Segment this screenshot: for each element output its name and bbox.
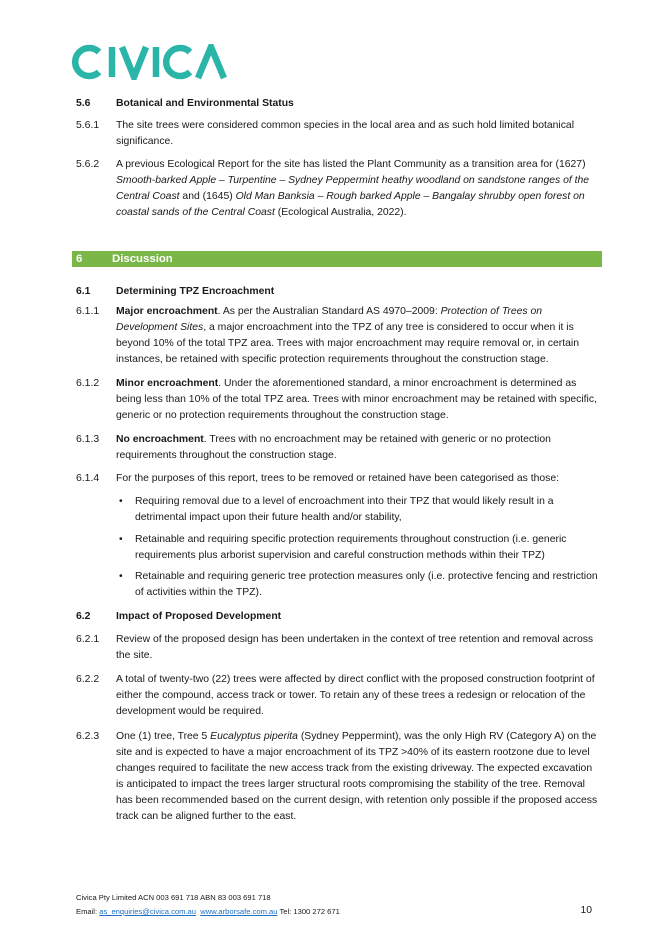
para-6-1-4: For the purposes of this report, trees to be removed or retained have been categorised as those: — [116, 473, 560, 484]
section-6-title: Discussion — [112, 253, 173, 265]
para-6-2-3: One (1) tree, Tree 5 Eucalyptus piperita (Sydney Peppermint), was the only High RV (Category A) on the site and is expected to have a major encroachment of its TPZ >40% of its eastern rootzone due to level changes required to facilitate the new access track from the existing driveway. The expected excavation is anticipated to impact the trees larger structural roots compromising the stability of the tree. Removal has been recommended based on the current design, with retention only possible if the proposed access track can be aligned further to the east. — [116, 731, 598, 822]
page-number: 10 — [580, 905, 592, 916]
para-5-6-2: A previous Ecological Report for the site has listed the Plant Community as a transition area for (1627) Smooth-barked Apple – Turpentine – Sydney Peppermint heathy woodland on sandstone ranges of the Central Coast and (1645) Old Man Banksia – Rough barked Apple – Bangalay shrubby open forest on coastal sands of the Central Coast (Ecological Australia, 2022). — [116, 159, 590, 218]
section-6-1-number: 6.1 — [76, 286, 91, 297]
footer-company: Civica Pty Limited ACN 003 691 718 ABN 83 003 691 718 — [76, 893, 271, 902]
para-6-1-2: Minor encroachment. Under the aforementioned standard, a minor encroachment is determined as being less than 10% of the total TPZ area. Trees with minor encroachment may be retained with specific, generic or no protection requirements throughout the construction stage. — [116, 378, 597, 421]
bullet-icon: • — [119, 496, 123, 507]
para-number: 6.1.2 — [76, 378, 100, 389]
website-link[interactable]: www.arborsafe.com.au — [200, 907, 278, 916]
bullet-icon: • — [119, 534, 123, 545]
para-number: 6.1.1 — [76, 306, 100, 317]
civica-logo-mark — [72, 44, 228, 80]
para-number: 6.2.3 — [76, 731, 100, 742]
para-6-1-1: Major encroachment. As per the Australian Standard AS 4970–2009: Protection of Trees on Development Sites, a major encroachment into the TPZ of any tree is considered to occur when it is beyond 10% of the total TPZ area. Trees with major encroachment may require removal or, in certain instances, be retained with specific protection requirements throughout the construction stage. — [116, 306, 579, 365]
section-6-1-title: Determining TPZ Encroachment — [116, 286, 275, 297]
section-5-6-number: 5.6 — [76, 98, 91, 109]
section-5-6-title: Botanical and Environmental Status — [116, 98, 294, 109]
para-6-2-1: Review of the proposed design has been undertaken in the context of tree retention and removal across the site. — [116, 634, 594, 661]
para-number: 6.1.4 — [76, 473, 100, 484]
para-5-6-1: The site trees were considered common species in the local area and as such hold limited botanical significance. — [116, 120, 575, 147]
para-6-2-2: A total of twenty-two (22) trees were affected by direct conflict with the proposed construction footprint of either the compound, access track or tower. To retain any of these trees a redesign or relocation of the development would be required. — [116, 674, 595, 717]
bullet-icon: • — [119, 571, 123, 582]
section-6-2-number: 6.2 — [76, 611, 91, 622]
section-6-number: 6 — [76, 253, 83, 265]
section-6-2-title: Impact of Proposed Development — [116, 611, 282, 622]
para-number: 6.2.1 — [76, 634, 100, 645]
para-number: 6.1.3 — [76, 434, 100, 445]
para-number: 5.6.1 — [76, 120, 100, 131]
bullet-item: Retainable and requiring specific protection requirements throughout construction (i.e. generic requirements plus arborist supervision and careful construction methods within their TPZ) — [135, 534, 567, 561]
bullet-item: Requiring removal due to a level of encroachment into their TPZ that would likely result in a detrimental impact upon their future health and/or stability, — [135, 496, 554, 523]
para-6-1-3: No encroachment. Trees with no encroachment may be retained with generic or no protection requirements throughout the construction stage. — [116, 434, 551, 461]
civica-logo — [72, 44, 228, 85]
footer-contact: Email: as_enquiries@civica.com.au www.arborsafe.com.au Tel: 1300 272 671 — [76, 907, 340, 916]
section-6-header-bar — [72, 251, 602, 267]
bullet-item: Retainable and requiring generic tree protection measures only (i.e. protective fencing and restriction of activities within the TPZ). — [135, 571, 598, 598]
email-link[interactable]: as_enquiries@civica.com.au — [99, 907, 196, 916]
para-number: 6.2.2 — [76, 674, 100, 685]
para-number: 5.6.2 — [76, 159, 100, 170]
